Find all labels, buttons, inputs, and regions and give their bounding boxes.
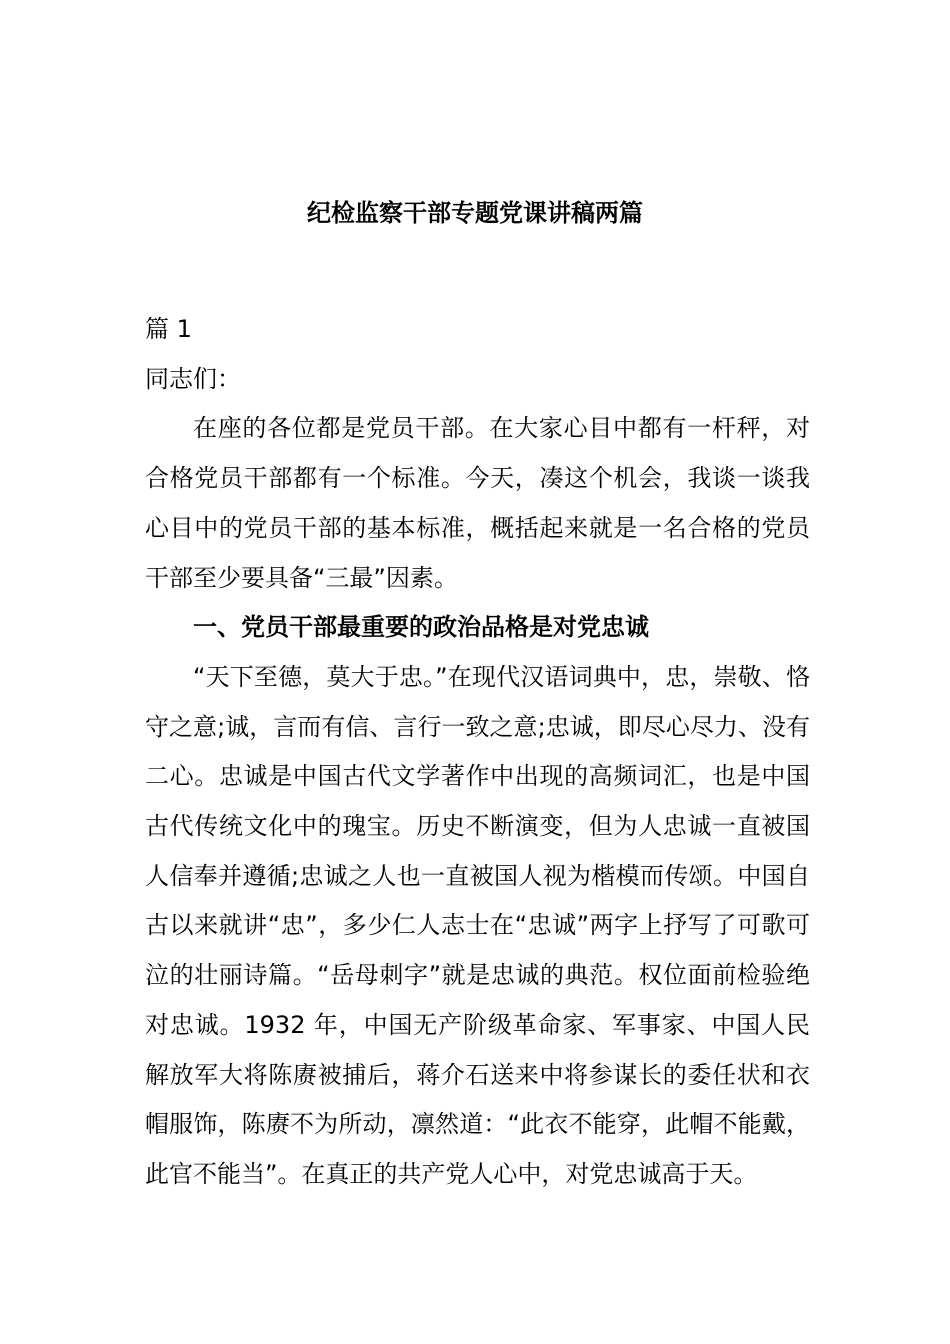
section-heading-1: 一、党员干部最重要的政治品格是对党忠诚 bbox=[193, 613, 649, 642]
section-label: 篇 1 bbox=[145, 315, 192, 343]
document-title: 纪检监察干部专题党课讲稿两篇 bbox=[307, 199, 643, 227]
salutation: 同志们： bbox=[145, 364, 241, 393]
paragraph-intro: 在座的各位都是党员干部。在大家心目中都有一杆秤，对合格党员干部都有一个标准。今天，凑这个机会，我谈一谈我心目中的党员干部的基本标准，概括起来就是一名合格的党员干部至少要具备“三最”因素。 bbox=[145, 414, 810, 592]
paragraph-loyalty: “天下至德，莫大于忠。”在现代汉语词典中，忠，崇敬、恪守之意;诚，言而有信、言行一致之意;忠诚，即尽心尽力、没有二心。忠诚是中国古代文学著作中出现的高频词汇，也是中国古代传统文化中的瑰宝。历史不断演变，但为人忠诚一直被国人信奉并遵循;忠诚之人也一直被国人视为楷模而传颂。中国自古以来就讲“忠”，多少仁人志士在“忠诚”两字上抒写了可歌可泣的壮丽诗篇。“岳母刺字”就是忠诚的典范。权位面前检验绝对忠诚。1932 年，中国无产阶级革命家、军事家、中国人民解放军大将陈赓被捕后，蒋介石送来中将参谋长的委任状和衣帽服饰，陈赓不为所动，凛然道：“此衣不能穿，此帽不能戴，此官不能当”。在真正的共产党人心中，对党忠诚高于天。 bbox=[145, 662, 810, 1188]
document-body bbox=[145, 305, 810, 1200]
